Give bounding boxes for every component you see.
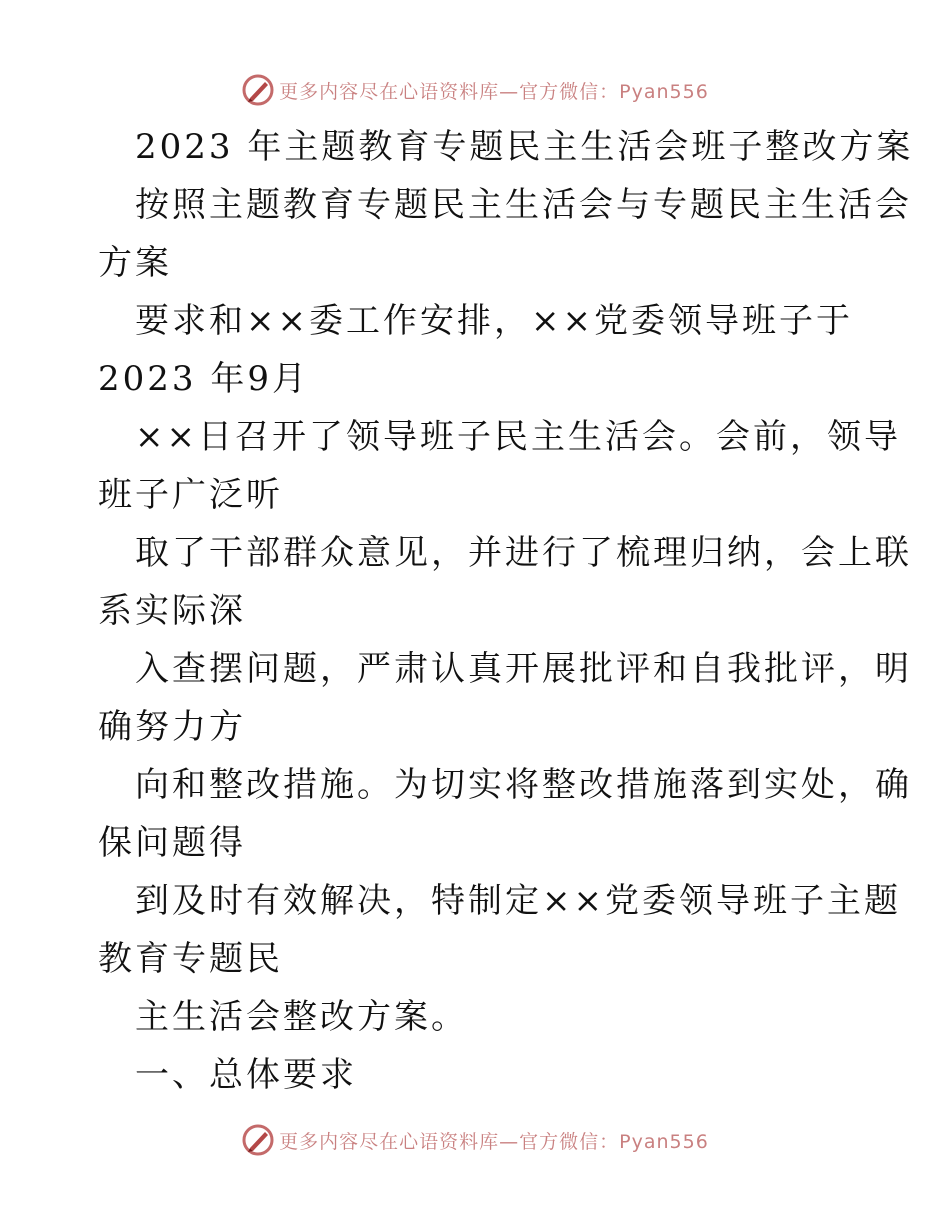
body-line: 教育专题民 [98, 939, 283, 979]
body-line: 2023 年9月 [98, 359, 309, 399]
watermark-text: 更多内容尽在心语资料库—官方微信：Pyan556 [279, 80, 709, 103]
section-heading: 一、总体要求 [135, 1055, 357, 1095]
body-line: 系实际深 [98, 591, 246, 631]
body-line: 要求和××委工作安排，××党委领导班子于 [135, 301, 853, 341]
body-line: 按照主题教育专题民主生活会与专题民主生活会 [135, 185, 912, 225]
body-line: ××日召开了领导班子民主生活会。会前，领导 [135, 417, 901, 457]
body-line: 到及时有效解决，特制定××党委领导班子主题 [135, 881, 901, 921]
body-line: 向和整改措施。为切实将整改措施落到实处，确 [135, 765, 912, 805]
body-line: 主生活会整改方案。 [135, 997, 468, 1037]
pen-logo-icon [241, 73, 275, 107]
body-line: 入查摆问题，严肃认真开展批评和自我批评，明 [135, 649, 912, 689]
watermark-footer [0, 1120, 950, 1160]
pen-logo-icon [241, 1123, 275, 1157]
body-line: 方案 [98, 243, 172, 283]
body-line: 取了干部群众意见，并进行了梳理归纳，会上联 [135, 533, 912, 573]
body-line: 班子广泛听 [98, 475, 283, 515]
body-line: 确努力方 [98, 707, 246, 747]
document-title: 2023 年主题教育专题民主生活会班子整改方案 [135, 127, 914, 167]
watermark-header [0, 70, 950, 110]
watermark-text: 更多内容尽在心语资料库—官方微信：Pyan556 [279, 1130, 709, 1153]
body-line: 保问题得 [98, 823, 246, 863]
